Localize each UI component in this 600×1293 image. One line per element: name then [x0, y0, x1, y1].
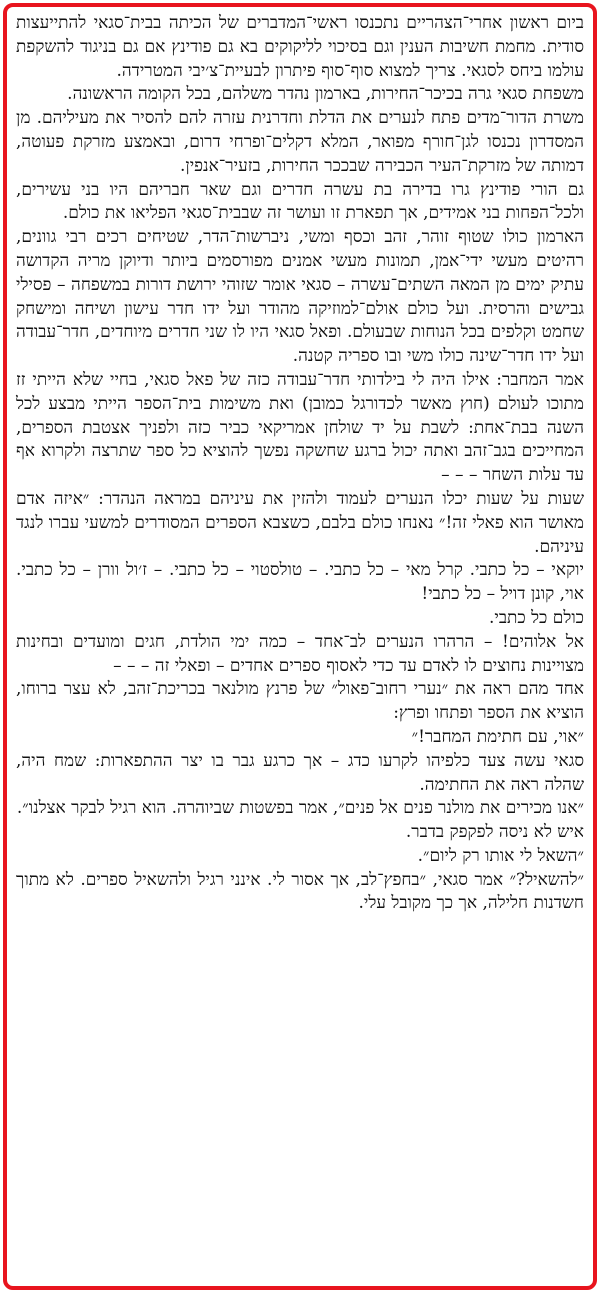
- paragraph-all-works: כולם כל כתבי.: [488, 607, 584, 628]
- paragraph-admiration: שעות על שעות יכלו הנערים לעמוד ולהזין את עיניהם במראה הנהדר: ״איזה אדם מאושר הוא פאלי זה!״ נאנחו כולם בלבם, כשצבא הספרים המסודרים למשעי עברו לנגד עיניהם.: [16, 488, 584, 557]
- paragraph-home: משפחת סגאי גרה בכיכר־החירות, בארמון נהדר משלהם, בכל הקומה הראשונה.: [67, 84, 584, 105]
- paragraph-boast: סגאי עשה צעד כלפיהו לקרעו כדג – אך כרגע גבר בו יצר ההתפארות: שמח היה, שהלה ראה את החתימה.: [16, 750, 584, 795]
- paragraph-borrow-request: ״השאל לי אותו רק ליום״.: [417, 845, 584, 866]
- paragraph-no-doubt: איש לא ניסה לפקפק בדבר.: [405, 822, 584, 843]
- paragraph-wealth: גם הורי פודינץ גרו בדירה בת עשרה חדרים וגם שאר חבריהם היו בני עשירים, ולכל־הפחות בני אמידים, אך תפארת זו ועושר זה שבבית־סגאי הפליאו את כולם.: [16, 179, 584, 224]
- story-text: [16, 12, 584, 916]
- paragraph-meeting: ביום ראשון אחרי־הצהריים נתכנסו ראשי־המדברים של הכיתה בבית־סגאי להתייעצות סודית. מחמת חשיבות הענין וגם בסיכוי לליקוקים בא גם פודינץ אם גם בניגוד להשקפת עולמו ביחס לסגאי. צריך למצוא סוף־סוף פיתרון לבעיית־צ׳יבי המטרידה.: [16, 13, 584, 81]
- paragraph-author: אמר המחבר: אילו היה לי בילדותי חדר־עבודה כזה של פאל סגאי, בחיי שלא הייתי זז מתוכו לעולם (חוץ מאשר לכדורגל כמובן) ואת משימות בית־הספר הייתי מבצע לכל השנה בבת־אחת: לשבת על יד שולחן אמריקאי כביר כזה ולפניך אצטבת הספרים, המחייכים בגב־זהב ואתה יכול ברגע שחשקה נפשך להוציא כל ספר שתרצה ולקרוא אף עד עלות השחר – – –: [16, 369, 584, 486]
- paragraph-exclamation: אל אלוהים! – הרהרו הנערים לב־אחד – כמה ימי הולדת, חגים ומועדים ובחינות מצויינות נחוצים לו לאדם עד כדי לאסוף ספרים אחדים – ופאלי זה – – –: [16, 631, 584, 676]
- paragraph-book-list: יוקאי – כל כתבי. קרל מאי – כל כתבי. – טולסטוי – כל כתבי. – ז׳ול וורן – כל כתבי. אוי, קונן דויל – כל כתבי!: [16, 560, 584, 605]
- paragraph-acquaintance: ״אנו מכירים את מולנר פנים אל פנים״, אמר בפשטות שביוהרה. הוא רגיל לבקר אצלנו״.: [16, 798, 584, 819]
- paragraph-signature: ״אוי, עם חתימת המחבר!״: [411, 726, 584, 747]
- paragraph-entrance: משרת הדור־מדים פתח לנערים את הדלת וחדרנית עזרה להם להסיר את מעיליהם. מן המסדרון נכנסו לגן־חורף מפואר, המלא דקלים־ופרחי דרום, ובאמצע מזרקת פעוטה, דמותה של מזרקת־העיר הכבירה שבככר החירות, בזעיר־אנפין.: [16, 108, 584, 176]
- paragraph-palace: הארמון כולו שטוף זוהר, זהב וכסף ומשי, ניברשות־הדר, שטיחים רכים רבי גוונים, רהיטים מעשי ידי־אמן, תמונות מעשי אמנים מפורסמים ביותר ודיוקן מריה הקדושה עתיק ימים מן המאה השתים־עשרה – סגאי אומר שזוהי ירושת דורות במשפחה – פסילי גבישים והרסית. ועל כולם אולם־למוזיקה מהודר ועל ידו חדר עישון ושיחה ומישחק שחמט וקלפים בכל הנוחות שבעולם. ופאל סגאי היו לו שני חדרים מיוחדים, חדר־עבודה ועל ידו חדר־שינה כולו משי ובו ספריה קטנה.: [16, 227, 584, 367]
- paragraph-molnar-book: אחד מהם ראה את ״נערי רחוב־פאול״ של פרנץ מולנאר בכריכת־זהב, לא עצר ברוחו, הוציא את הספר ופתחו ופרץ:: [16, 679, 584, 724]
- paragraph-refusal: ״להשאיל?״ אמר סגאי, ״בחפץ־לב, אך אסור לי. אינני רגיל ולהשאיל ספרים. לא מתוך חשדנות חלילה, אך כך מקובל עלי.: [16, 869, 584, 914]
